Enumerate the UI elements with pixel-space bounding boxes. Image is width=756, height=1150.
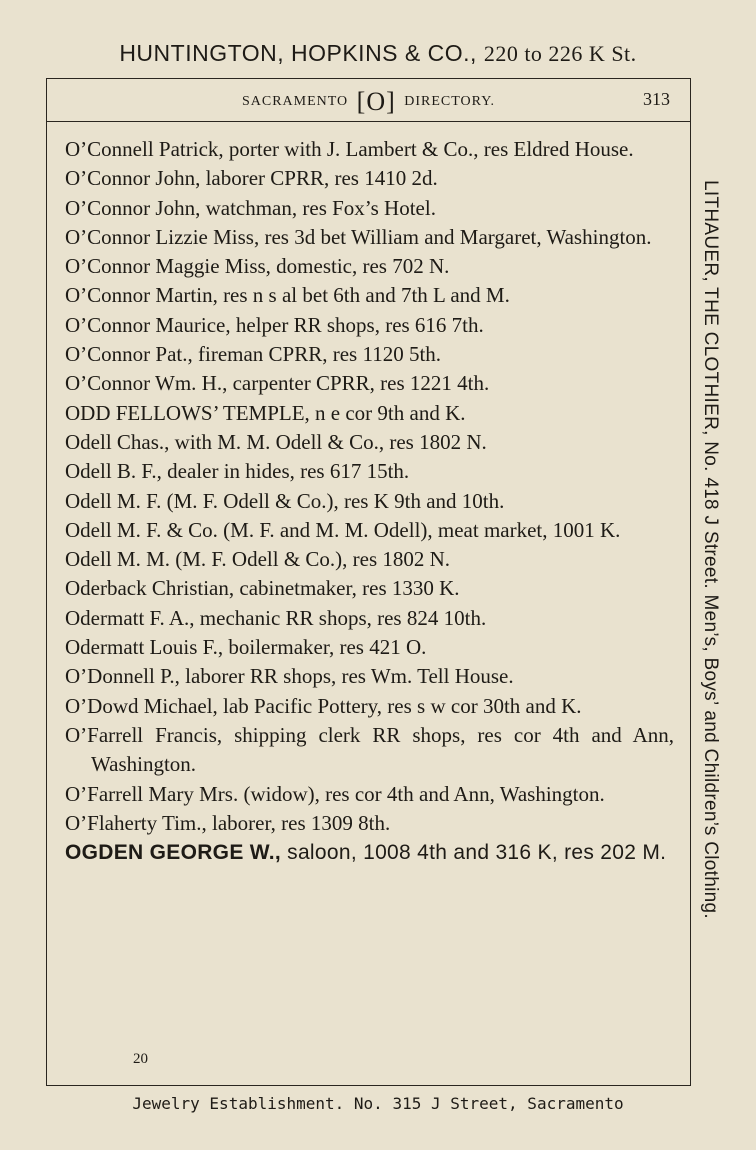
top-advertisement — [0, 40, 756, 67]
directory-entry: O’Connor Martin, res n s al bet 6th and 7th L and M. — [65, 283, 510, 308]
directory-entry: O’Farrell Francis, shipping clerk RR shops, res cor 4th and Ann, Washington. — [65, 722, 674, 777]
directory-entry: O’Connor John, watchman, res Fox’s Hotel. — [65, 195, 436, 220]
running-head-directory: DIRECTORY. — [404, 94, 496, 110]
directory-entry: O’Connell Patrick, porter with J. Lambert & Co., res Eldred House. — [65, 137, 634, 161]
directory-entry: Odell M. F. (M. F. Odell & Co.), res K 9th and 10th. — [65, 488, 505, 513]
page-number: 313 — [643, 89, 670, 109]
directory-entry: Odermatt Louis F., boilermaker, res 421 O. — [65, 635, 427, 660]
directory-entry: O’Connor Wm. H., carpenter CPRR, res 1221 4th. — [65, 371, 490, 396]
directory-entry: O’Flaherty Tim., laborer, res 1309 8th. — [65, 810, 391, 835]
directory-entry: O’Farrell Mary Mrs. (widow), res cor 4th and Ann, Washington. — [65, 781, 605, 806]
running-head-city: SACRAMENTO — [241, 94, 349, 110]
entry-details: saloon, 1008 4th and 316 K, res 202 M. — [287, 841, 667, 865]
side-ad-text: LITHAUER, THE CLOTHIER, No. 418 J Street. Men’s, Boys’ and Children’s Clothing. — [700, 180, 721, 919]
signature-mark: 20 — [133, 1051, 148, 1067]
directory-entry: O’Connor Maggie Miss, domestic, res 702 N. — [65, 254, 450, 279]
entry-name: OGDEN GEORGE W., — [65, 841, 281, 865]
directory-entry: Odell M. F. & Co. (M. F. and M. M. Odell), meat market, 1001 K. — [65, 517, 621, 542]
directory-entry: O’Dowd Michael, lab Pacific Pottery, res s w cor 30th and K. — [65, 693, 582, 718]
directory-entry: Odell B. F., dealer in hides, res 617 15th. — [65, 459, 410, 484]
directory-entry: ODD FELLOWS’ TEMPLE, n e cor 9th and K. — [65, 400, 466, 425]
side-advertisement — [692, 180, 726, 970]
directory-entry: O’Connor Lizzie Miss, res 3d bet William and Margaret, Washington. — [65, 224, 652, 249]
bottom-advertisement: Jewelry Establishment. No. 315 J Street, Sacramento — [132, 1094, 624, 1113]
directory-entry: O’Connor Pat., fireman CPRR, res 1120 5th. — [65, 342, 442, 367]
directory-entry-bold — [65, 838, 674, 867]
directory-page-frame — [46, 78, 691, 1086]
top-ad-address: 220 to 226 K St. — [483, 41, 637, 66]
directory-entry: Oderback Christian, cabinetmaker, res 1330 K. — [65, 576, 460, 601]
directory-entry: O’Connor John, laborer CPRR, res 1410 2d. — [65, 166, 438, 191]
directory-entry: Odermatt F. A., mechanic RR shops, res 824 10th. — [65, 605, 487, 630]
running-head-title — [47, 87, 690, 117]
top-ad-firm: HUNTINGTON, HOPKINS & CO., — [119, 40, 477, 66]
directory-entry: Odell M. M. (M. F. Odell & Co.), res 1802 N. — [65, 547, 451, 572]
running-head-letter: [O] — [356, 87, 396, 116]
directory-entry: Odell Chas., with M. M. Odell & Co., res 1802 N. — [65, 429, 487, 454]
running-head — [47, 79, 690, 122]
directory-entries — [65, 135, 674, 867]
directory-entry: O’Connor Maurice, helper RR shops, res 616 7th. — [65, 312, 484, 337]
directory-entry: O’Donnell P., laborer RR shops, res Wm. Tell House. — [65, 664, 514, 689]
